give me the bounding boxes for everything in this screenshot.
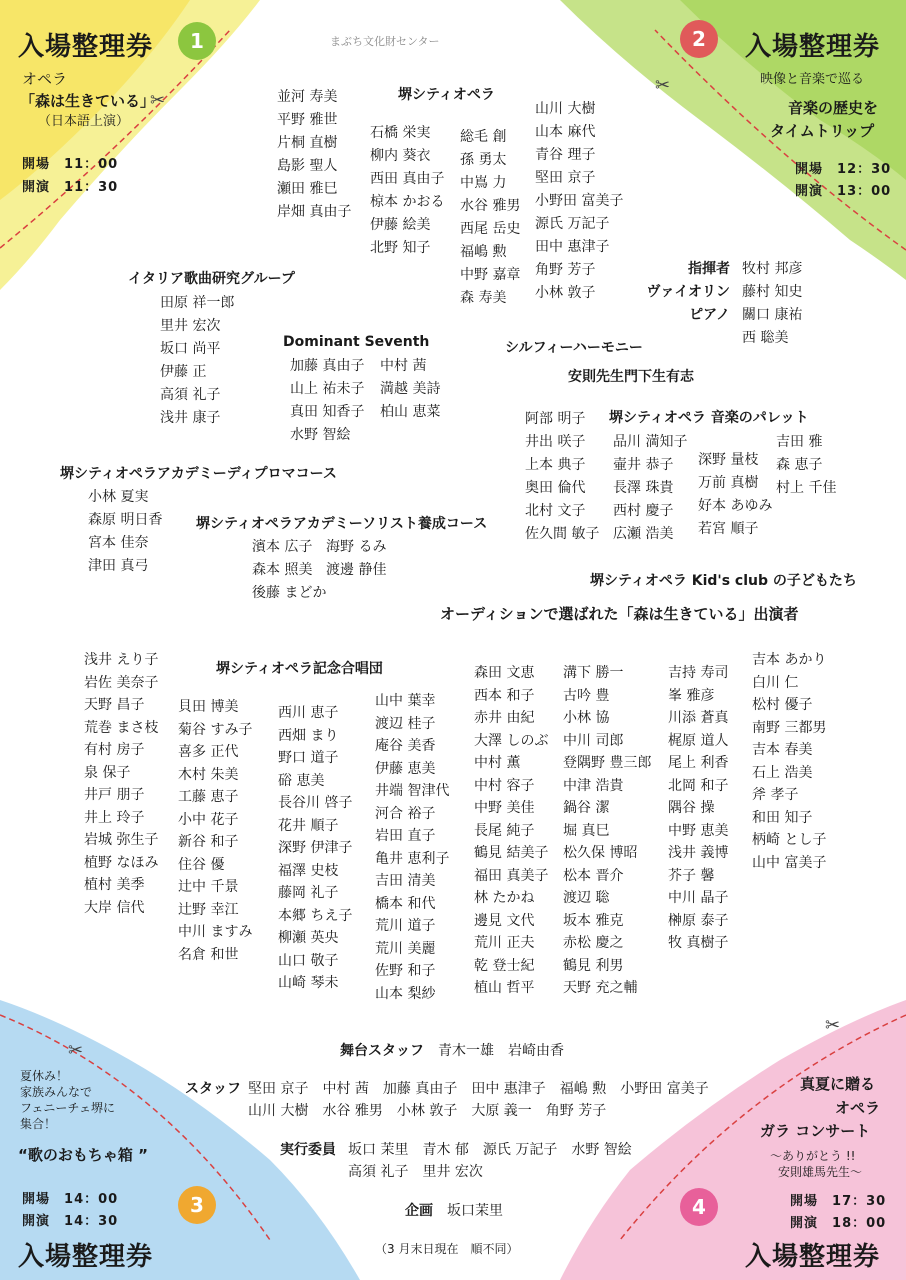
member-name: 植山 哲平 [474, 980, 535, 996]
member-name: 森 寿美 [460, 290, 507, 306]
member-name: 津田 真弓 [88, 558, 149, 574]
member-name: 硲 恵美 [278, 772, 325, 789]
event-1-open: 開場 11：00 [22, 157, 119, 172]
member-name: 吉田 清美 [375, 873, 436, 889]
section-heading-dominant: Dominant Seventh [283, 334, 430, 350]
member-name: 西尾 岳史 [460, 221, 521, 237]
palette-col-2 [698, 449, 772, 541]
member-name: 大岸 信代 [84, 899, 145, 916]
member-name: 榊原 泰子 [668, 912, 729, 929]
member-name: 伊藤 正 [160, 364, 207, 380]
role-label: 指揮者 [688, 261, 730, 277]
sakai-opera-col-3 [460, 126, 520, 310]
member-name: 海野 るみ [326, 539, 387, 555]
member-name: 青谷 理子 [535, 147, 596, 163]
member-name: 福田 真美子 [474, 867, 549, 884]
ticket-title-2: 入場整理券 [745, 32, 881, 62]
member-name: 斧 孝子 [752, 787, 799, 803]
member-name: 小林 夏実 [88, 489, 149, 505]
member-name: 亀井 恵利子 [375, 850, 450, 867]
member-name: 溝下 勝一 [563, 665, 624, 681]
member-name: 深野 伊津子 [278, 840, 353, 856]
section-heading-kids: 堺シティオペラ Kid's club の子どもたち [590, 573, 857, 589]
member-name: 山崎 琴未 [278, 975, 339, 991]
member-name: 柏山 恵菜 [380, 404, 441, 420]
member-name: 浅井 えり子 [84, 652, 159, 668]
member-name: 名倉 和世 [178, 946, 239, 963]
member-name: 後藤 まどか [252, 585, 327, 601]
ticket-number-3: 3 [178, 1186, 216, 1224]
member-name: 橋本 和代 [375, 895, 436, 912]
member-name: 伊藤 恵美 [375, 760, 436, 777]
member-name: 佐久間 敏子 [525, 526, 600, 542]
conductor-roles [640, 258, 730, 350]
member-name: 壷井 恭子 [613, 457, 674, 473]
palette-col-1 [613, 431, 687, 546]
scissors-icon: ✂ [655, 75, 671, 96]
member-name: 佐野 和子 [375, 963, 436, 979]
member-name: 川添 蒼真 [668, 710, 729, 726]
member-name: 加藤 真由子 [290, 358, 365, 374]
member-name: 井端 智津代 [375, 783, 450, 799]
member-name: 古吟 豊 [563, 687, 610, 704]
stage-staff-row [340, 1044, 564, 1058]
member-name: 新谷 和子 [178, 834, 239, 850]
member-name: 本郷 ちえ子 [278, 907, 353, 924]
member-name: 大澤 しのぶ [474, 732, 549, 749]
chorus-col-5 [474, 662, 548, 1000]
section-heading-sakai-opera: 堺シティオペラ [398, 87, 495, 103]
event-3-start: 開演 14：30 [22, 1214, 119, 1229]
member-name: 伊藤 絵美 [370, 217, 431, 233]
member-name: 松本 晋介 [563, 867, 624, 884]
member-name: 岩田 直子 [375, 828, 436, 844]
member-name: 柳瀬 英央 [278, 930, 339, 946]
member-name: 椋本 かおる [370, 194, 445, 210]
member-name: 西本 和子 [474, 687, 535, 704]
member-name: 阿部 明子 [525, 411, 586, 427]
member-name: 水野 智絵 [290, 427, 351, 443]
member-name: 源氏 万記子 [535, 216, 610, 232]
member-name: 辻中 千景 [178, 879, 239, 895]
event-1-line-1: オペラ [22, 70, 68, 88]
event-1-line-3: （日本語上演） [38, 114, 130, 129]
member-name: 平野 雅世 [277, 112, 338, 128]
member-name: 北村 文子 [525, 503, 586, 519]
member-name: 森原 明日香 [88, 512, 163, 528]
member-name: 鶴見 結美子 [474, 845, 549, 861]
member-name: 芥子 馨 [668, 867, 715, 884]
member-name: 石上 浩美 [752, 764, 813, 781]
member-name: 小野田 富美子 [535, 193, 624, 209]
member-name: 赤井 由紀 [474, 710, 535, 726]
member-name: 山口 敬子 [278, 952, 339, 969]
event-3-line-1: 夏休み！ [20, 1069, 69, 1083]
member-name: 孫 勇太 [460, 152, 507, 168]
member-name: 田中 惠津子 [535, 239, 610, 255]
role-label [640, 327, 730, 350]
member-name: 浅井 康子 [160, 410, 221, 426]
member-name: 岩城 弥生子 [84, 832, 159, 848]
member-name: 堀 真巳 [563, 822, 610, 839]
chorus-col-6 [563, 662, 651, 1000]
role-label: ヴァイオリン [646, 284, 730, 300]
member-name: 牧 真樹子 [668, 935, 729, 951]
member-name: 柄崎 とし子 [752, 832, 827, 848]
sakai-opera-col-1 [277, 86, 351, 224]
member-name: 荒川 道子 [375, 918, 436, 934]
staff-names-line-1: 堅田 京子 中村 茜 加藤 真由子 田中 惠津子 福嶋 勲 小野田 富美子 [248, 1081, 709, 1097]
member-name: 辻野 幸江 [178, 901, 239, 918]
member-name: 吉田 雅 [776, 434, 823, 450]
section-heading-palette: 堺シティオペラ 音楽のパレット [609, 410, 809, 426]
member-name: 瀬田 雅巳 [277, 181, 338, 197]
member-name: 有村 房子 [84, 742, 145, 758]
member-name: 木村 朱美 [178, 766, 239, 783]
member-name: 中川 ますみ [178, 924, 253, 940]
member-name: 中津 浩貴 [563, 777, 624, 794]
member-name: 峯 雅彦 [668, 687, 715, 704]
chorus-col-8 [752, 649, 826, 874]
member-name: 鶴見 利男 [563, 957, 624, 974]
member-name: 荒川 正夫 [474, 935, 535, 951]
member-name: 田原 祥一郎 [160, 295, 235, 311]
member-name: 森田 文恵 [474, 665, 535, 681]
member-name: 中川 司郎 [563, 732, 624, 749]
member-name: 白川 仁 [752, 674, 799, 691]
member-name: 片桐 直樹 [277, 135, 338, 151]
member-name: 梶原 道人 [668, 732, 729, 749]
member-name: 万前 真樹 [698, 475, 759, 491]
member-name: 住谷 優 [178, 856, 225, 873]
event-4-start: 開演 18：00 [790, 1216, 887, 1231]
member-name: 小中 花子 [178, 811, 239, 828]
chorus-col-2 [178, 696, 252, 966]
member-name: 福澤 史枝 [278, 862, 339, 879]
member-name: 好本 あゆみ [698, 498, 773, 514]
member-name: 井戸 朋子 [84, 787, 145, 803]
member-name: 真田 知香子 [290, 404, 365, 420]
dominant-col-1 [290, 355, 364, 447]
member-name: 西川 恵子 [278, 705, 339, 721]
member-name: 植野 なほみ [84, 854, 159, 871]
member-name: 中野 嘉章 [460, 267, 521, 283]
member-name: 坂本 雅克 [563, 912, 624, 929]
chorus-col-3 [278, 702, 352, 995]
member-name: 中野 美佳 [474, 800, 535, 816]
exec-committee-label: 実行委員 [280, 1142, 336, 1158]
diploma-names [88, 486, 162, 578]
member-name: 山上 祐未子 [290, 381, 365, 397]
member-name: 井出 咲子 [525, 434, 586, 450]
member-name: 中川 晶子 [668, 890, 729, 906]
event-3-line-3: フェニーチェ堺に [20, 1101, 116, 1115]
member-name: 長尾 純子 [474, 822, 535, 839]
sakai-opera-col-2 [370, 122, 444, 260]
soloist-col-2 [326, 536, 386, 582]
event-3-line-4: 集合！ [20, 1117, 57, 1131]
stage-staff-label: 舞台スタッフ [340, 1043, 424, 1059]
event-4-line-5: 安則雄馬先生〜 [778, 1165, 863, 1179]
member-name: 中野 恵美 [668, 822, 729, 839]
event-3-line-2: 家族みんなで [20, 1085, 93, 1099]
event-3-open: 開場 14：00 [22, 1192, 119, 1207]
top-venue-text: まぶち文化財センター [330, 35, 440, 48]
italia-names [160, 292, 234, 430]
event-4-line-1: 真夏に贈る [800, 1075, 876, 1093]
member-name: 北岡 和子 [668, 777, 729, 794]
member-name: 松久保 博昭 [563, 845, 638, 861]
section-heading-soloist: 堺シティオペラアカデミーソリスト養成コース [196, 516, 488, 532]
section-heading-audition: オーディションで選ばれた「森は生きている」出演者 [440, 605, 799, 623]
member-name: 天野 昌子 [84, 697, 145, 713]
member-name: 宮本 佳奈 [88, 535, 149, 551]
member-name: 牧村 邦彦 [742, 261, 803, 277]
member-name: 広瀬 浩美 [613, 526, 674, 542]
member-name: 赤松 慶之 [563, 935, 624, 951]
member-name: 渡辺 桂子 [375, 715, 436, 732]
member-name: 並河 寿美 [277, 89, 338, 105]
member-name: 山中 葉幸 [375, 693, 436, 709]
member-name: 渡辺 聡 [563, 890, 610, 906]
member-name: 鍋谷 潔 [563, 800, 610, 816]
member-name: 山中 富美子 [752, 854, 827, 871]
event-2-line-1: 映像と音楽で巡る [760, 72, 865, 87]
chorus-col-1 [84, 649, 158, 919]
member-name: 登隅野 豊三郎 [563, 755, 652, 771]
member-name: 貝田 博美 [178, 699, 239, 715]
member-name: 山本 麻代 [535, 124, 596, 140]
member-name: 西畑 まり [278, 727, 339, 744]
member-name: 総毛 創 [460, 129, 507, 145]
member-name: 松村 優子 [752, 697, 813, 713]
planning-name: 坂口茉里 [447, 1203, 503, 1219]
event-4-line-4: 〜ありがとう !! [770, 1149, 856, 1163]
member-name: 島影 聖人 [277, 158, 338, 174]
scissors-icon: ✂ [825, 1015, 841, 1036]
member-name: 渡邊 静佳 [326, 562, 387, 578]
member-name: 工藤 恵子 [178, 789, 239, 805]
member-name: 角野 芳子 [535, 262, 596, 278]
staff-label: スタッフ [185, 1081, 241, 1097]
member-name: 和田 知子 [752, 809, 813, 826]
member-name: 長澤 珠貴 [613, 480, 674, 496]
member-name: 中村 薫 [474, 755, 521, 771]
section-heading-sylphy: シルフィーハーモニー [505, 340, 643, 356]
member-name: 村上 千佳 [776, 480, 837, 496]
member-name: 品川 満知子 [613, 434, 688, 450]
event-4-line-2: オペラ [835, 1099, 881, 1117]
member-name: 福嶋 勲 [460, 244, 507, 260]
member-name: 河合 裕子 [375, 805, 436, 822]
order-note: （3 月末日現在 順不同） [375, 1242, 519, 1256]
member-name: 邊見 文代 [474, 912, 535, 929]
section-heading-italia: イタリア歌曲研究グループ [128, 271, 295, 287]
member-name: 菊谷 すみ子 [178, 721, 253, 738]
ticket-title-1: 入場整理券 [18, 32, 154, 62]
member-name: 柳内 葵衣 [370, 148, 431, 164]
planning-row [405, 1204, 503, 1218]
stage-staff-names: 青木一雄 岩崎由香 [438, 1043, 564, 1059]
member-name: 井上 玲子 [84, 809, 145, 826]
member-name: 藤岡 礼子 [278, 885, 339, 901]
event-4-line-3: ガラ コンサート [760, 1122, 871, 1140]
member-name: 中村 容子 [474, 777, 535, 794]
event-2-line-2: 音楽の歴史を [788, 99, 879, 117]
member-name: 泉 保子 [84, 764, 131, 781]
member-name: 中嶌 力 [460, 175, 507, 191]
member-name: 満越 美詩 [380, 381, 441, 397]
member-name: 林 たかね [474, 890, 535, 906]
member-name: 荒川 美麗 [375, 940, 436, 957]
member-name: 中村 茜 [380, 358, 427, 374]
member-name: 岩佐 美奈子 [84, 674, 159, 691]
member-name: 荒巻 まさ枝 [84, 719, 159, 736]
ticket-number-2: 2 [680, 20, 718, 58]
member-name: 上本 典子 [525, 457, 586, 473]
ticket-title-4: 入場整理券 [745, 1242, 881, 1272]
member-name: 野口 道子 [278, 750, 339, 766]
exec-committee-line-1: 坂口 茉里 青木 郁 源氏 万記子 水野 智絵 [348, 1142, 632, 1158]
member-name: 山川 大樹 [535, 101, 596, 117]
member-name: 西村 慶子 [613, 503, 674, 519]
member-name: 關口 康祐 [742, 307, 803, 323]
section-heading-diploma: 堺シティオペラアカデミーディプロマコース [60, 466, 337, 482]
member-name: 坂口 尚平 [160, 341, 221, 357]
dominant-col-2 [380, 355, 440, 424]
ticket-number-4: 4 [680, 1188, 718, 1226]
ticket-title-3: 入場整理券 [18, 1242, 154, 1272]
yasunori-names [525, 408, 599, 546]
event-4-open: 開場 17：30 [790, 1194, 887, 1209]
member-name: 吉本 春美 [752, 742, 813, 758]
event-1-line-2: 「森は生きている」 [20, 92, 156, 110]
member-name: 天野 充之輔 [563, 980, 638, 996]
section-heading-chorus: 堺シティオペラ記念合唱団 [216, 661, 383, 677]
member-name: 里井 宏次 [160, 318, 221, 334]
member-name: 隅谷 操 [668, 800, 715, 816]
member-name: 深野 量枝 [698, 452, 759, 468]
event-2-start: 開演 13：00 [795, 184, 892, 199]
member-name: 若宮 順子 [698, 521, 759, 537]
member-name: 西 聡美 [742, 330, 789, 346]
chorus-col-7 [668, 662, 728, 955]
member-name: 藤村 知史 [742, 284, 803, 300]
member-name: 植村 美季 [84, 877, 145, 893]
member-name: 花井 順子 [278, 817, 339, 834]
member-name: 森 恵子 [776, 457, 823, 473]
member-name: 奥田 倫代 [525, 480, 586, 496]
member-name: 吉本 あかり [752, 652, 827, 668]
sakai-opera-col-4 [535, 98, 623, 305]
member-name: 吉持 寿司 [668, 665, 729, 681]
member-name: 小林 敦子 [535, 285, 596, 301]
section-heading-yasunori: 安則先生門下生有志 [568, 369, 694, 385]
event-2-line-3: タイムトリップ [770, 122, 875, 140]
scissors-icon: ✂ [150, 90, 166, 111]
member-name: 水谷 雅男 [460, 198, 521, 214]
member-name: 高須 礼子 [160, 387, 221, 403]
member-name: 森本 照美 [252, 562, 313, 578]
ticket-number-1: 1 [178, 22, 216, 60]
member-name: 堅田 京子 [535, 170, 596, 186]
event-2-open: 開場 12：30 [795, 162, 892, 177]
palette-col-3 [776, 431, 836, 500]
event-3-line-5: “歌のおもちゃ箱 ” [18, 1146, 148, 1164]
member-name: 小林 協 [563, 710, 610, 726]
member-name: 岸畑 真由子 [277, 204, 352, 220]
member-name: 石橋 栄実 [370, 125, 431, 141]
member-name: 乾 登士紀 [474, 957, 535, 974]
soloist-col-1 [252, 536, 326, 605]
member-name: 西田 真由子 [370, 171, 445, 187]
conductor-names [742, 258, 802, 350]
planning-label: 企画 [405, 1203, 433, 1219]
member-name: 北野 知子 [370, 240, 431, 256]
event-1-start: 開演 11：30 [22, 180, 119, 195]
member-name: 山本 梨紗 [375, 985, 436, 1002]
role-label: ピアノ [689, 307, 730, 323]
member-name: 喜多 正代 [178, 744, 239, 760]
staff-names-line-2: 山川 大樹 水谷 雅男 小林 敦子 大原 義一 角野 芳子 [248, 1103, 607, 1119]
chorus-col-4 [375, 690, 449, 1005]
exec-committee-line-2: 高須 礼子 里井 宏次 [348, 1164, 483, 1180]
member-name: 南野 三都男 [752, 719, 827, 736]
member-name: 濱本 広子 [252, 539, 313, 555]
member-name: 尾上 利香 [668, 755, 729, 771]
scissors-icon: ✂ [68, 1040, 84, 1061]
member-name: 長谷川 啓子 [278, 795, 353, 811]
member-name: 庵谷 美香 [375, 738, 436, 754]
member-name: 浅井 義博 [668, 845, 729, 861]
